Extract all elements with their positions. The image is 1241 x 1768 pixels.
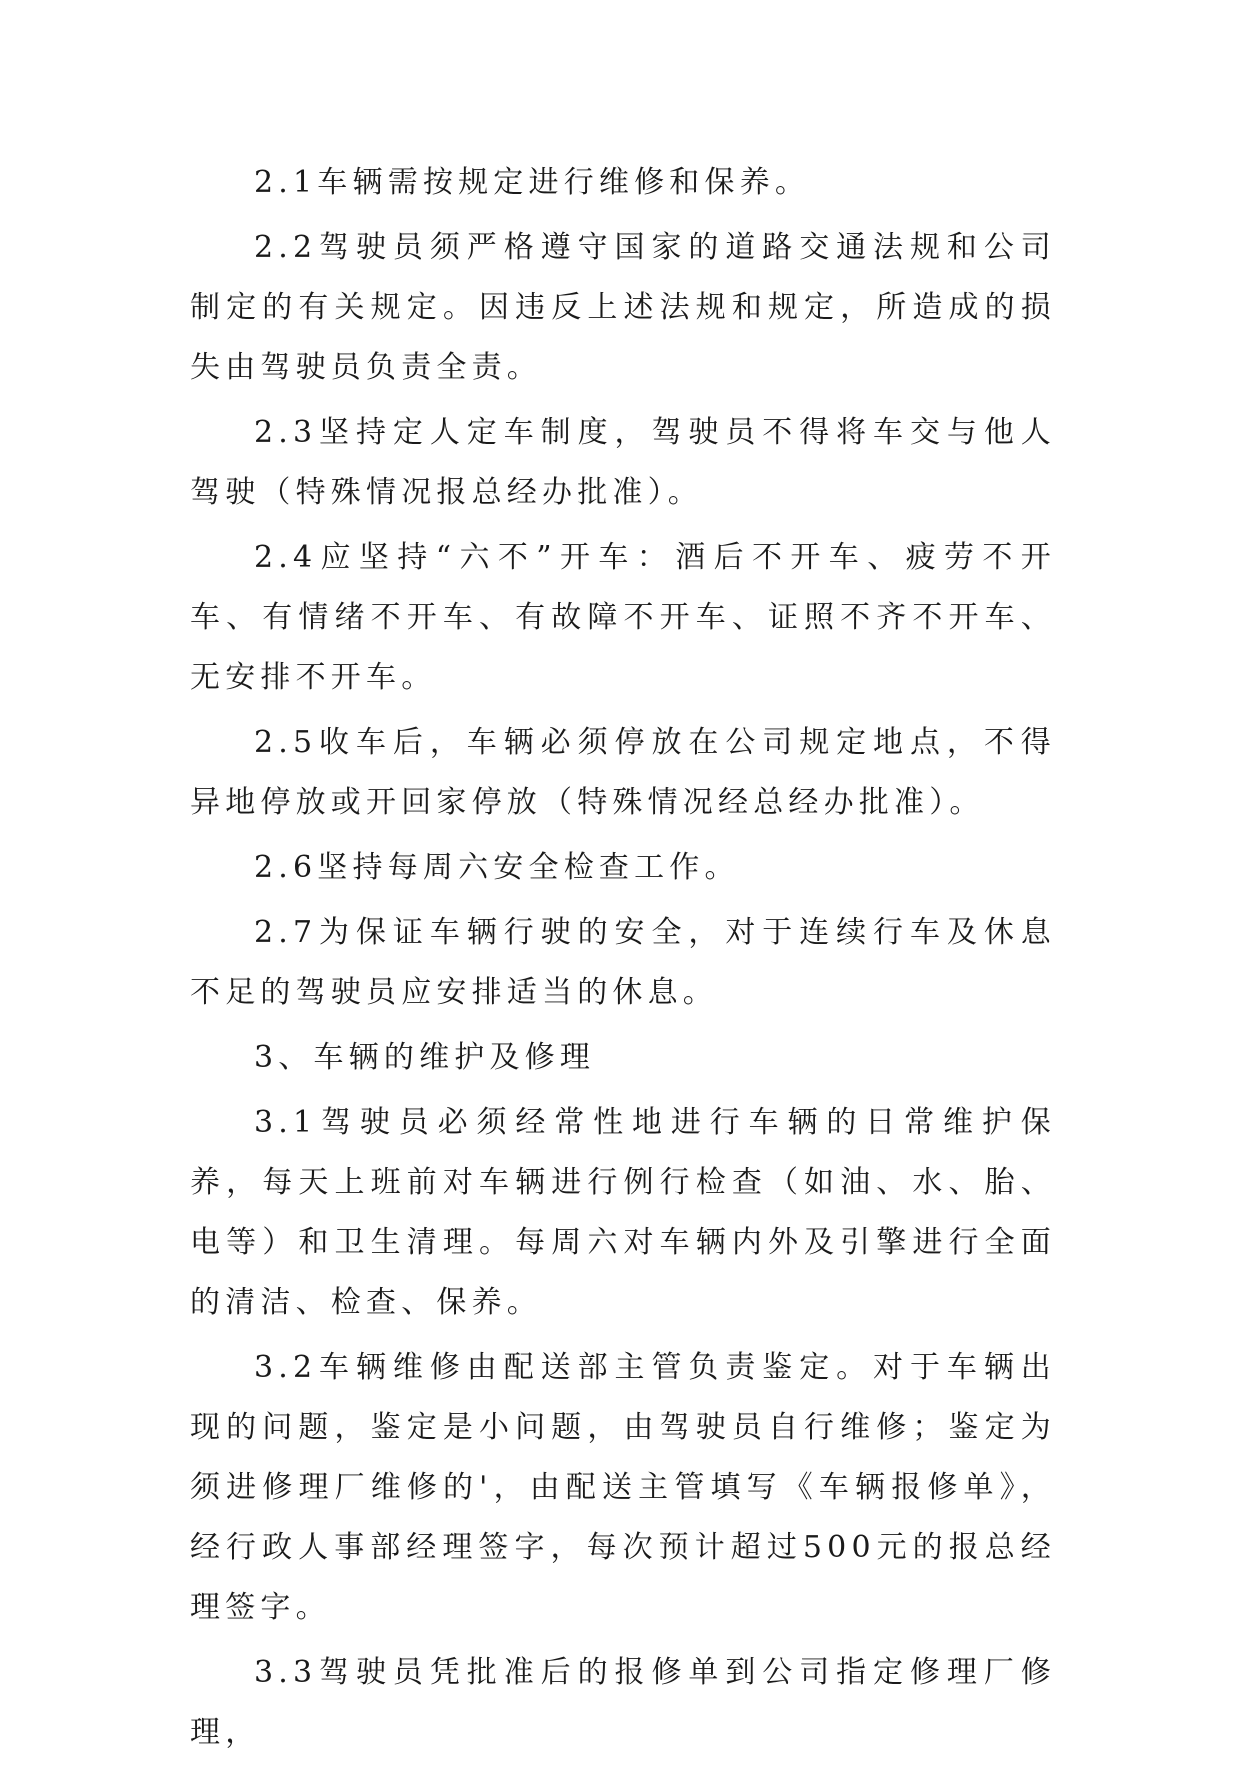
paragraph-2-7: 2.7为保证车辆行驶的安全，对于连续行车及休息不足的驾驶员应安排适当的休息。	[190, 915, 1056, 1010]
paragraph-3-3: 3.3驾驶员凭批准后的报修单到公司指定修理厂修理，	[190, 1655, 1056, 1750]
paragraph-2-3: 2.3坚持定人定车制度，驾驶员不得将车交与他人驾驶（特殊情况报总经办批准）。	[190, 415, 1056, 510]
document-body	[190, 153, 1056, 1768]
paragraph-2-5: 2.5收车后，车辆必须停放在公司规定地点，不得异地停放或开回家停放（特殊情况经总经办批准）。	[190, 725, 1056, 820]
paragraph-2-2: 2.2驾驶员须严格遵守国家的道路交通法规和公司制定的有关规定。因违反上述法规和规定，所造成的损失由驾驶员负责全责。	[190, 230, 1056, 385]
paragraph-2-4: 2.4应坚持“六不”开车：酒后不开车、疲劳不开车、有情绪不开车、有故障不开车、证照不齐不开车、无安排不开车。	[190, 540, 1056, 695]
paragraph-2-6: 2.6坚持每周六安全检查工作。	[254, 850, 740, 885]
section-heading-3: 3、车辆的维护及修理	[254, 1040, 596, 1075]
paragraph-2-1: 2.1车辆需按规定进行维修和保养。	[254, 165, 811, 200]
paragraph-3-1: 3.1驾驶员必须经常性地进行车辆的日常维护保养，每天上班前对车辆进行例行检查（如油、水、胎、电等）和卫生清理。每周六对车辆内外及引擎进行全面的清洁、检查、保养。	[190, 1105, 1056, 1320]
paragraph-3-2: 3.2车辆维修由配送部主管负责鉴定。对于车辆出现的问题，鉴定是小问题，由驾驶员自行维修；鉴定为须进修理厂维修的'，由配送主管填写《车辆报修单》，经行政人事部经理签字，每次预计超过500元的报总经理签字。	[190, 1350, 1056, 1625]
